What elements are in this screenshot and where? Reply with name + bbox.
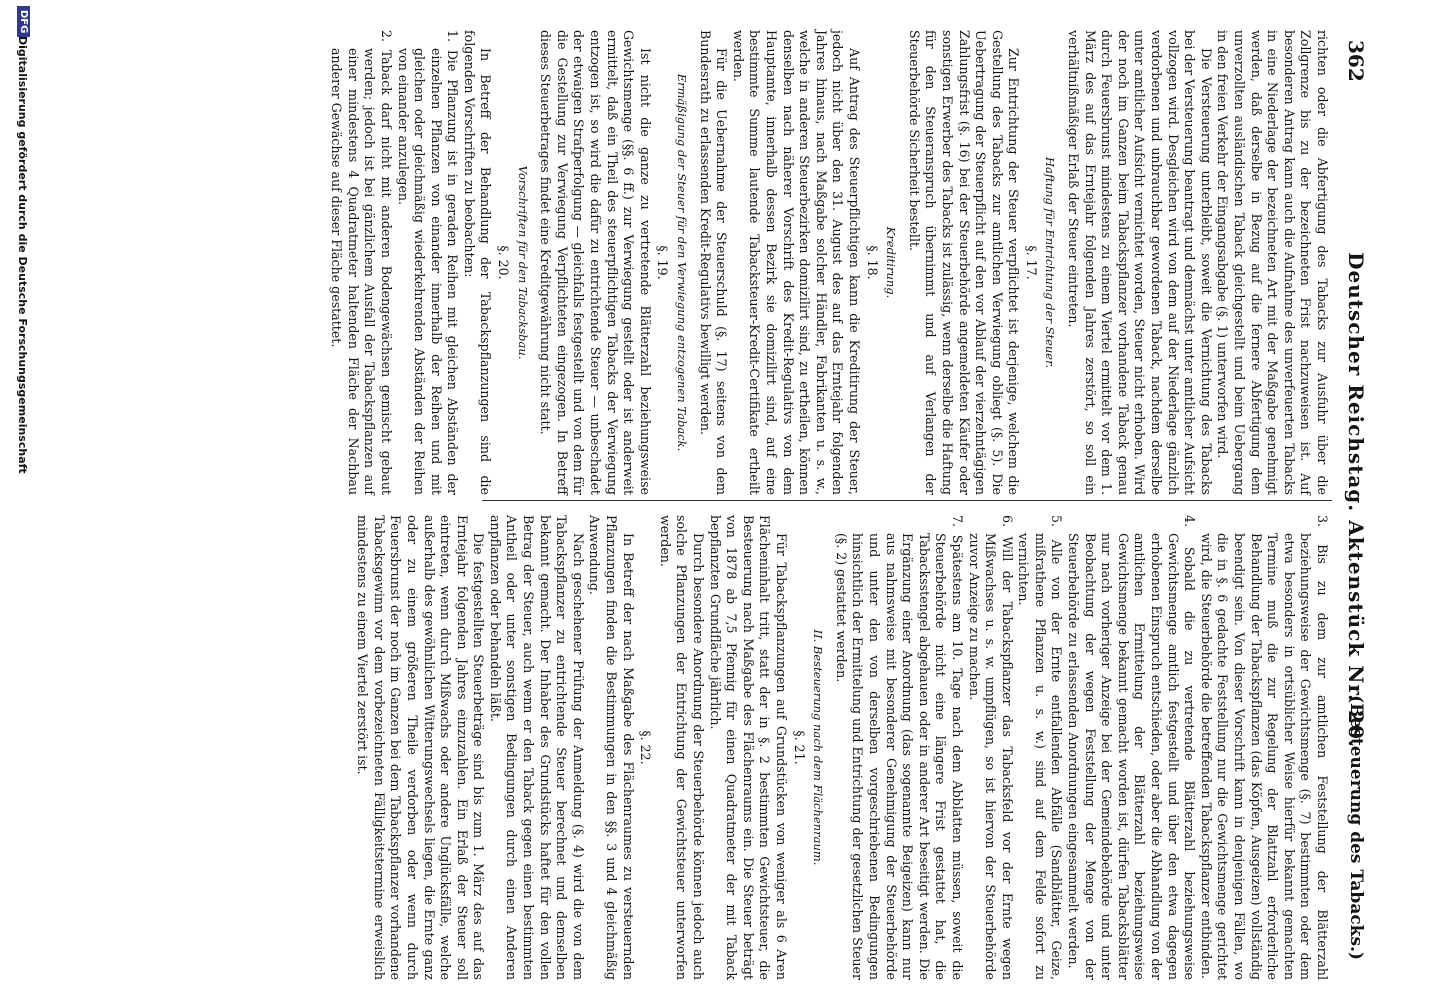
list-item: 4. Sobald die zu vertretende Blätterzahl beziehungsweise Gewichtsmenge amtlich festgestellt und über den etwa dagegen erhobenen Einspruch entschieden, oder aber die Abhandlung von der amtlichen Ermittelung der Blätterzahl beziehungsweise Gewichtsmenge bekannt gemacht worden ist, dürfen Tabacksblätter nur nach vorheriger Anzeige bei der Gemeindebehörde und unter Beobachtung der wegen Feststellung der Menge von der Steuerbehörde zu erlassenden Anordnungen eingesammelt werden.: [1066, 515, 1198, 980]
section-number: §. 18.: [864, 245, 880, 280]
section-rubric: Vorschriften für den Tabacksbau.: [515, 165, 530, 360]
page-header: [1338, 40, 1374, 960]
paragraph: Für Tabackspflanzungen auf Grundstücken von weniger als 6 Aren Flächeninhalt tritt, statt der in §. 2 bestimmten Gewichtsteuer, die Besteuerung nach Maßgabe des Flächenraums ein. Die Steuer beträgt von 1878 ab 7,5 Pfennig für einen Quadratmeter der mit Taback bepflanzten Grundfläche jährlich.: [707, 515, 789, 980]
paragraph: In Betreff der Behandlung der Tabackspflanzungen sind die folgenden Vorschriften zu beobachten:: [461, 30, 494, 495]
section-number: §. 20.: [496, 245, 512, 280]
list-item: 2. Taback darf nicht mit anderen Bodengewächsen gemischt gebaut werden; jedoch ist bei gänzlichem Ausfall der Tabackspflanzen auf einer mindestens 4 Quadratmeter haltenden Fläche der Nachbau anderer Gewächse auf dieser Fläche gestattet.: [329, 30, 394, 495]
paragraph: Zur Entrichtung der Steuer verpflichtet ist derjenige, welchem die Gestellung des Tabacks zur amtlichen Verwiegung obliegt (§. 5). Die Uebertragung der Steuerpflicht auf den vor Ablauf der vierzehntägigen Zahlungsfrist (§. 16) bei der Steuerbehörde angemeldeten Käufer oder sonstigen Erwerber des Tabacks ist zulässig, wenn derselbe die Haftung für den Steueranspruch übernimmt und auf Verlangen der Steuerbehörde Sicherheit bestellt.: [906, 30, 1022, 495]
digitization-footer: [10, 0, 32, 1000]
section-number: §. 22.: [638, 730, 654, 765]
paragraph: In Betreff der nach Maßgabe des Flächenraumes zu versteuernden Pflanzungen finden die Bestimmungen in den §§. 3 und 4 gleichmäßig Anwendung.: [587, 515, 636, 980]
list-item: 7. Spätestens am 10. Tage nach dem Abblatten müssen, soweit die Steuerbehörde nicht eine längere Frist gestattet hat, die Tabacksstengel abgehauen oder in anderer Art beseitigt werden. Die Ergänzung einer Anordnung (das sogenannte Beigeizen) kann nur aus nahmsweise mit besonderer Genehmigung der Steuerbehörde und unter den von derselben vorgeschriebenen Bedingungen hinsichtlich der Ermittelung und Entrichtung der gesetzlichen Steuer (§. 2) gestattet werden.: [833, 515, 965, 980]
page-subtitle: (Besteuerung des Tabacks.): [1346, 695, 1366, 960]
paragraph: Auf Antrag des Steuerpflichtigen kann die Kreditirung der Steuer, jedoch nicht über den 31. August des auf das Erntejahr folgenden Jahres hinaus, nach Maßgabe solcher Händler, Fabrikanten u. s. w., welche in anderen Steuerbezirken domizilirt sind, zu ertheilen, können denselben nach näherer Vorschrift des Kredit-Regulativs von dem Hauptamte, innerhalb dessen Bezirk sie domizilirt sind, auf eine bestimmte Summe lautende Tabacksteuer-Kredit-Certifikate ertheilt werden.: [730, 30, 862, 495]
section-number: §. 17.: [1023, 245, 1039, 280]
paragraph: Die festgestellten Steuerbeträge sind bis zum 1. März des auf das Erntejahr folgenden Jahres einzuzahlen. Ein Erlaß der Steuer soll eintreten, wenn durch Mißwachs oder andere Unglücksfälle, welche außerhalb des gewöhnlichen Witterungswechsels liegen, die Ernte ganz oder zu einem größeren Theile verdorben oder wenn durch Feuersbrunst der noch im Ganzen bei dem Tabackspflanzer vorhandene Tabacksgewinn vor dem vorbezeichneten Fälligkeitstermine erweislich mindestens zu einem Viertel zerstört ist.: [355, 515, 487, 980]
column-divider: [482, 500, 1332, 501]
list-item: 1. Die Pflanzung ist in geraden Reihen mit gleichen Abständen der einzelnen Pflanzen von einander innerhalb der Reihen und mit gleichen oder gleichmäßig wiederkehrenden Abständen der Reihen von einander anzulegen.: [395, 30, 461, 495]
page-number: 362: [1344, 40, 1368, 82]
section-number: §. 21.: [791, 730, 807, 765]
section-number: §. 19.: [655, 245, 671, 280]
section-rubric: Ermäßigung der Steuer für den Verwiegung entzogenen Taback.: [675, 73, 690, 452]
list-item: 5. Alle von der Ernte entfallenden Abfälle (Sandblätter, Geize, mißrathene Pflanzen u. s. w.) sind auf dem Felde sofort zu vernichten.: [1016, 515, 1065, 980]
section-rubric: Kreditirung.: [884, 226, 899, 299]
paragraph: Für die Uebernahme der Steuerschuld (§. 17) seitens von dem Bundesrath zu erlassenden Kredit-Regulativs bewilligt werden.: [697, 30, 730, 495]
left-column: [328, 30, 1330, 495]
list-item: 6. Will der Tabackspflanzer das Tabacksfeld vor der Ernte wegen Mißwachses u. s. w. umpflügen, so ist hiervon der Steuerbehörde zuvor Anzeige zu machen.: [966, 515, 1015, 980]
right-column: [354, 515, 1330, 980]
paragraph: Die Versteuerung unterbleibt, soweit die Vernichtung des Tabacks bei der Versteuerung beantragt und demnächst unter amtlicher Aufsicht vollzogen wird. Desgleichen wird von dem auf der Niederlage gänzlich verdorbenen und unbrauchbar gewordenen Taback, nachdem derselbe unter amtlicher Aufsicht vernichtet worden, Steuer nicht erhoben. Wird der noch im Ganzen beim Tabackspflanzer vorhandene Taback genau durch Feuersbrunst mindestens zu einem Viertel ermittelt vor dem 1. März des auf das Erntejahr folgenden Jahres zerstört, so soll ein verhältnißmäßiger Erlaß der Steuer eintreten.: [1066, 30, 1214, 495]
paragraph: Nach geschehener Prüfung der Anmeldung (§. 4) wird die von dem Tabackspflanzer zu entrichtende Steuer berechnet und demselben bekannt gemacht. Der Inhaber des Grundstücks haftet für den vollen Betrag der Steuer, auch wenn er den Taback gegen einen bestimmten Antheil oder unter sonstigen Bedingungen durch einen Anderen anpflanzen oder behandeln läßt.: [487, 515, 586, 980]
page-title: Deutscher Reichstag. Aktenstück Nr. 20.: [1344, 252, 1368, 748]
section-rubric: Haftung für Entrichtung der Steuer.: [1043, 156, 1058, 369]
section-heading: II. Besteuerung nach dem Flächenraum.: [811, 629, 826, 866]
paragraph: richten oder die Abfertigung des Tabacks zur Ausfuhr über die Zollgrenze bis zu der bezeichneten Frist nachzuweisen ist. Auf besonderen Antrag kann auch die Aufnahme des unverfeuerten Tabacks in eine Niederlage der bezeichneten Art mit der Maßgabe genehmigt werden, daß derselbe in Bezug auf die fernere Abfertigung dem unverzollten ausländischen Taback gleichgestellt und beim Uebergang in den freien Verkehr der Eingangsabgabe (§. 1) unterworfen wird.: [1215, 30, 1330, 495]
list-item: 3. Bis zu dem zur amtlichen Feststellung der Blätterzahl beziehungsweise der Gewichtsmenge (§. 7) bestimmten oder dem etwa besonders in ortsüblicher Weise hierfür bekannt gemachten Termine muß die zur Regelung der Blattzahl erforderliche Behandlung der Tabackspflanzen (das Köpfen, Ausgeizen) vollständig beendigt sein. Von dieser Vorschrift kann in denjenigen Fällen, wo die in §. 6 gedachte Feststellung nur die Gewichtsmenge gerichtet wird, die Steuerbehörde die betreffenden Tabackspflanzer entbinden.: [1198, 515, 1330, 980]
paragraph: Durch besondere Anordnung der Steuerbehörde können jedoch auch solche Pflanzungen der Entrichtung der Gewichtsteuer unterworfen werden.: [657, 515, 707, 980]
dfg-logo-icon: DFG: [17, 6, 30, 37]
paragraph: Ist nicht die ganze zu vertretende Blätterzahl beziehungsweise Gewichtsmenge (§§. 6 ff.) zur Verwiegung gestellt oder ist anderweit ermittelt, daß ein Theil des steuerpflichtigen Tabacks der Verwiegung entzogen ist, so wird die dafür zu entrichtende Steuer — unbeschadet der etwaigen Strafperfolgung — gleichfalls festgestellt und von dem für die Gestellung zur Verwiegung Verpflichteten eingezogen. In Betreff dieses Steuerbetrages findet eine Kreditgewährung nicht statt.: [538, 30, 653, 495]
funding-statement: Digitalisierung gefördert durch die Deutsche Forschungsgemeinschaft: [16, 36, 29, 474]
